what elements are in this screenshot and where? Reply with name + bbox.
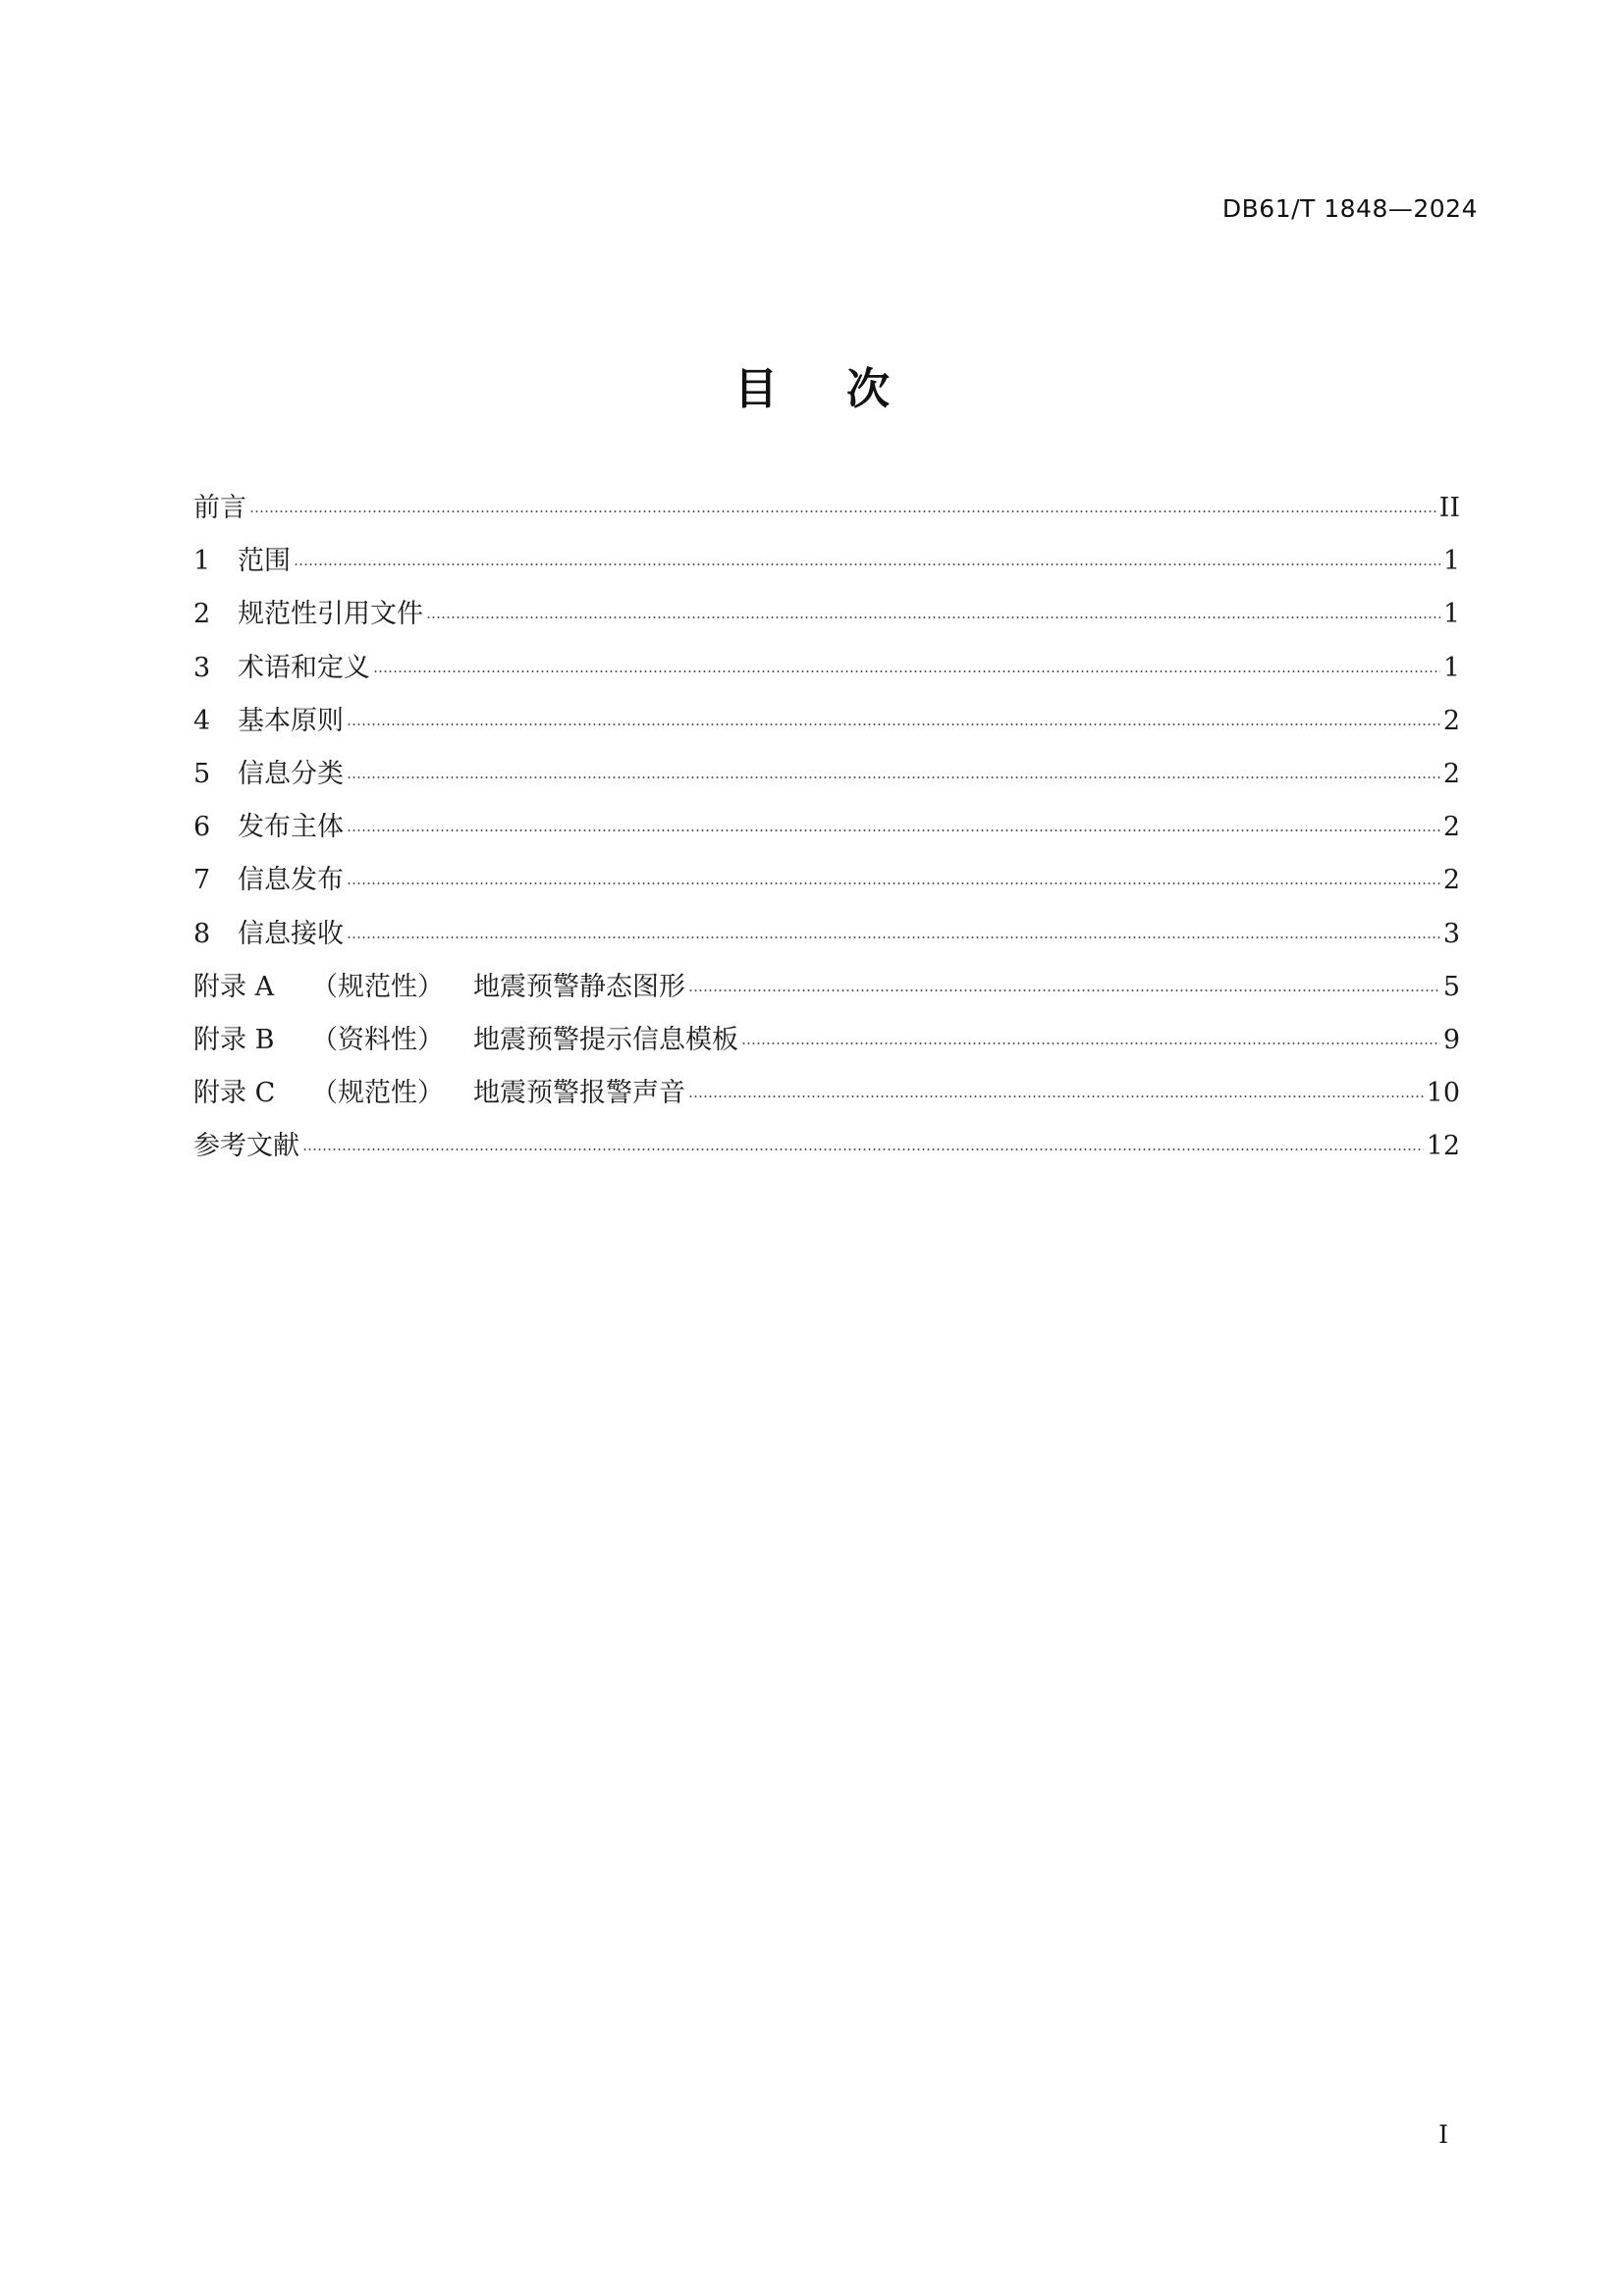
toc-page-number: 2 <box>1442 758 1460 789</box>
toc-page-number: 2 <box>1442 705 1460 736</box>
toc-annex-a[interactable] <box>193 970 1460 1023</box>
toc-page-number: 2 <box>1442 865 1460 896</box>
toc-page-number: II <box>1438 493 1460 523</box>
toc-entry-title: 参考文献 <box>193 1131 299 1162</box>
toc-page-number: 1 <box>1442 652 1460 683</box>
toc-entry-number: 2 <box>193 599 211 630</box>
toc-entry-2[interactable] <box>193 597 1460 650</box>
toc-dot-leader <box>294 563 1440 565</box>
toc-annex-c[interactable] <box>193 1076 1460 1129</box>
toc-entry-title: 地震预警静态图形 <box>473 971 685 1002</box>
toc-annex-type: （资料性） <box>311 1024 444 1055</box>
toc-entry-number: 7 <box>193 865 211 896</box>
toc-entry-title: 术语和定义 <box>238 652 370 683</box>
toc-entry-number: 1 <box>193 546 211 577</box>
toc-dot-leader <box>249 510 1436 512</box>
toc-entry-title: 信息发布 <box>238 865 344 896</box>
toc-entry-foreword[interactable] <box>193 491 1460 544</box>
toc-dot-leader <box>347 882 1440 884</box>
toc-entry-title: 地震预警提示信息模板 <box>473 1024 738 1055</box>
toc-entry-title: 基本原则 <box>238 705 344 736</box>
toc-entry-7[interactable] <box>193 863 1460 916</box>
toc-entry-title: 范围 <box>238 546 291 577</box>
toc-page-number: 2 <box>1442 812 1460 843</box>
toc-entry-bibliography[interactable] <box>193 1129 1460 1182</box>
toc-entry-number: 5 <box>193 758 211 789</box>
toc-entry-1[interactable] <box>193 544 1460 597</box>
toc-page-number: 3 <box>1442 918 1460 949</box>
toc-dot-leader <box>741 1042 1440 1044</box>
toc-entry-title: 信息接收 <box>238 918 344 949</box>
toc-entry-6[interactable] <box>193 810 1460 863</box>
toc-dot-leader <box>302 1148 1424 1150</box>
toc-entry-4[interactable] <box>193 704 1460 757</box>
page-title: 目次 <box>734 364 958 414</box>
toc-page-number: 1 <box>1442 546 1460 577</box>
page-number: I <box>1438 2120 1448 2149</box>
toc-entry-8[interactable] <box>193 917 1460 970</box>
toc-dot-leader <box>426 616 1440 618</box>
toc-entry-title: 信息分类 <box>238 758 344 789</box>
toc-annex-label: 附录 C <box>193 1078 276 1109</box>
toc-page-number: 12 <box>1426 1131 1460 1162</box>
toc-entry-3[interactable] <box>193 651 1460 704</box>
toc-entry-5[interactable] <box>193 757 1460 810</box>
toc-dot-leader <box>347 829 1440 831</box>
toc-entry-title: 发布主体 <box>238 812 344 843</box>
toc-dot-leader <box>347 936 1440 938</box>
toc-entry-number: 4 <box>193 705 211 736</box>
toc-page-number: 1 <box>1442 599 1460 630</box>
document-code: DB61/T 1848—2024 <box>1221 194 1478 223</box>
toc-annex-type: （规范性） <box>311 1078 444 1109</box>
toc-annex-type: （规范性） <box>311 971 444 1002</box>
toc-page-number: 9 <box>1442 1024 1460 1055</box>
toc-entry-title: 地震预警报警声音 <box>473 1078 685 1109</box>
toc-entry-number: 8 <box>193 918 211 949</box>
toc-annex-label: 附录 A <box>193 971 275 1002</box>
toc-dot-leader <box>688 989 1440 991</box>
table-of-contents <box>193 491 1460 1182</box>
toc-entry-number: 3 <box>193 652 211 683</box>
toc-entry-title: 前言 <box>193 493 246 523</box>
toc-dot-leader <box>347 776 1440 778</box>
toc-annex-b[interactable] <box>193 1023 1460 1076</box>
toc-page-number: 5 <box>1442 971 1460 1002</box>
toc-dot-leader <box>688 1095 1424 1097</box>
toc-dot-leader <box>347 723 1440 725</box>
toc-entry-number: 6 <box>193 812 211 843</box>
toc-entry-title: 规范性引用文件 <box>238 599 423 630</box>
toc-annex-label: 附录 B <box>193 1024 275 1055</box>
toc-dot-leader <box>373 670 1440 672</box>
toc-page-number: 10 <box>1426 1078 1460 1109</box>
